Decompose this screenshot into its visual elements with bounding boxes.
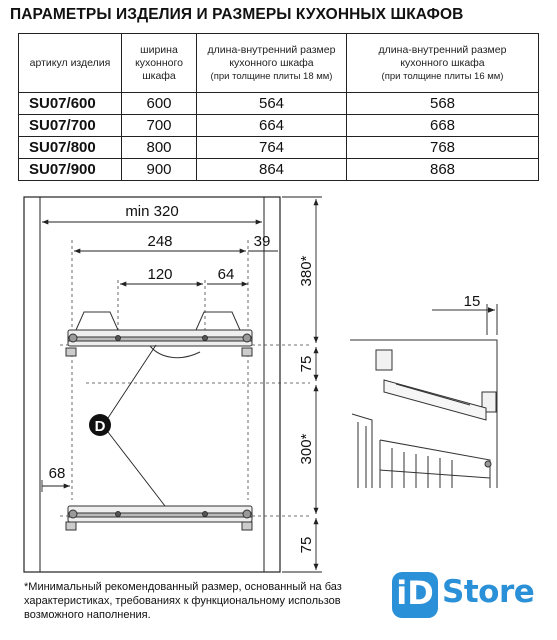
dim-120: 120 — [147, 266, 173, 283]
footnote-line-2: характеристиках, требованиях к функциональному использов — [24, 595, 341, 607]
table-row — [19, 115, 539, 137]
cell-width: 700 — [122, 115, 197, 137]
table-row — [19, 93, 539, 115]
page-title: ПАРАМЕТРЫ ИЗДЕЛИЯ И РАЗМЕРЫ КУХОННЫХ ШКАФОВ — [10, 6, 464, 23]
cell-length-16: 668 — [347, 115, 539, 137]
spec-table — [18, 33, 539, 181]
dim-64: 64 — [217, 266, 235, 283]
dim-68: 68 — [48, 465, 66, 482]
cell-length-18: 564 — [197, 93, 347, 115]
dim-15: 15 — [463, 293, 481, 310]
table-row — [19, 137, 539, 159]
cell-article: SU07/800 — [19, 137, 122, 159]
cell-article: SU07/600 — [19, 93, 122, 115]
dim-300: 300* — [298, 433, 315, 465]
dim-248: 248 — [147, 233, 173, 250]
dim-75-bottom: 75 — [298, 536, 315, 554]
logo-mark: iD — [396, 574, 434, 612]
cell-length-16: 768 — [347, 137, 539, 159]
cell-width: 800 — [122, 137, 197, 159]
cell-length-18: 664 — [197, 115, 347, 137]
dim-75-top: 75 — [298, 355, 315, 373]
top-rail — [66, 312, 252, 358]
header-length-16: длина-внутренний размер кухонного шкафа (при толщине плиты 16 мм) — [347, 34, 539, 93]
header-length-18: длина-внутренний размер кухонного шкафа (при толщине плиты 18 мм) — [197, 34, 347, 93]
footnote-line-3: возможного наполнения. — [24, 609, 151, 621]
leader-lines — [108, 345, 165, 506]
cell-length-16: 868 — [347, 159, 539, 181]
cell-length-18: 864 — [197, 159, 347, 181]
header-article: артикул изделия — [19, 34, 122, 93]
marker-d-label: D — [94, 418, 106, 435]
cell-article: SU07/900 — [19, 159, 122, 181]
technical-drawing — [0, 190, 557, 575]
idstore-logo — [392, 570, 535, 632]
dim-380: 380* — [298, 255, 315, 287]
footnote-line-1: *Минимальный рекомендованный размер, основанный на баз — [24, 581, 342, 593]
dim-39: 39 — [253, 233, 271, 250]
logo-text: Store — [442, 574, 535, 610]
cell-width: 600 — [122, 93, 197, 115]
logo-badge — [392, 572, 438, 618]
table-row — [19, 159, 539, 181]
table-header-row — [19, 34, 539, 93]
cell-length-16: 568 — [347, 93, 539, 115]
cell-article: SU07/700 — [19, 115, 122, 137]
cell-length-18: 764 — [197, 137, 347, 159]
footnote — [24, 580, 342, 622]
side-detail — [350, 304, 497, 488]
guide-lines — [60, 240, 310, 516]
bottom-rail — [66, 506, 252, 530]
header-width: ширина кухонного шкафа — [122, 34, 197, 93]
cell-width: 900 — [122, 159, 197, 181]
dim-min-width: min 320 — [125, 203, 179, 220]
